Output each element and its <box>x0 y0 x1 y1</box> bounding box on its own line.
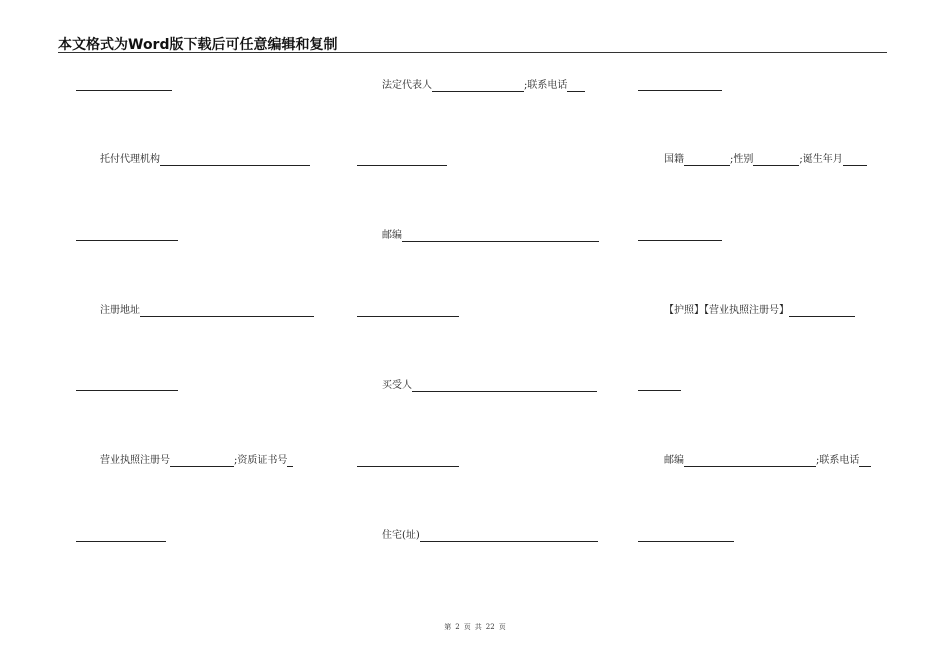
blank-line <box>638 541 734 542</box>
blank-line <box>638 390 681 391</box>
passport-license-label: 【护照】【营业执照注册号】 <box>664 305 789 316</box>
agency-label: 托付代理机构 <box>100 154 160 165</box>
footer-total-unit: 页 <box>498 623 506 631</box>
postcode2-label: 邮编 <box>664 455 684 466</box>
document-header-title: 本文格式为Word版下载后可任意编辑和复制 <box>58 37 338 53</box>
blank-line <box>638 90 722 91</box>
reg-address-field <box>100 305 314 317</box>
birth-label: ;诞生年月 <box>799 154 843 165</box>
agency-field <box>100 154 310 166</box>
nationality-field <box>664 154 867 166</box>
footer-mid: 共 <box>474 623 482 631</box>
blank-line <box>638 240 722 241</box>
header-divider <box>58 52 887 53</box>
passport-license-field <box>664 305 855 317</box>
footer-total-pages: 22 <box>485 623 495 631</box>
blank-line <box>357 165 447 166</box>
legal-rep-label: 法定代表人 <box>382 80 432 91</box>
footer-prefix: 第 <box>444 623 452 631</box>
page-footer <box>0 622 950 632</box>
footer-page-number: 2 <box>455 623 460 631</box>
postcode2-field <box>664 455 871 467</box>
buyer-label: 买受人 <box>382 380 412 391</box>
blank-line <box>76 240 178 241</box>
blank-line <box>76 390 178 391</box>
postcode-label: 邮编 <box>382 230 402 241</box>
residence-label: 住宅(址) <box>382 530 420 541</box>
phone2-label: ;联系电话 <box>816 455 860 466</box>
biz-license-label: 营业执照注册号 <box>100 455 170 466</box>
blank-line <box>76 90 172 91</box>
blank-line <box>357 316 459 317</box>
postcode-field <box>382 230 599 242</box>
qualification-label: ;资质证书号 <box>234 455 288 466</box>
blank-line <box>76 541 166 542</box>
reg-address-label: 注册地址 <box>100 305 140 316</box>
phone-label: ;联系电话 <box>524 80 568 91</box>
buyer-field <box>382 380 597 392</box>
legal-rep-field <box>382 80 585 92</box>
biz-license-field <box>100 455 293 467</box>
gender-label: ;性别 <box>730 154 754 165</box>
footer-page-unit: 页 <box>463 623 471 631</box>
nationality-label: 国籍 <box>664 154 684 165</box>
residence-field <box>382 530 598 542</box>
blank-line <box>357 466 459 467</box>
